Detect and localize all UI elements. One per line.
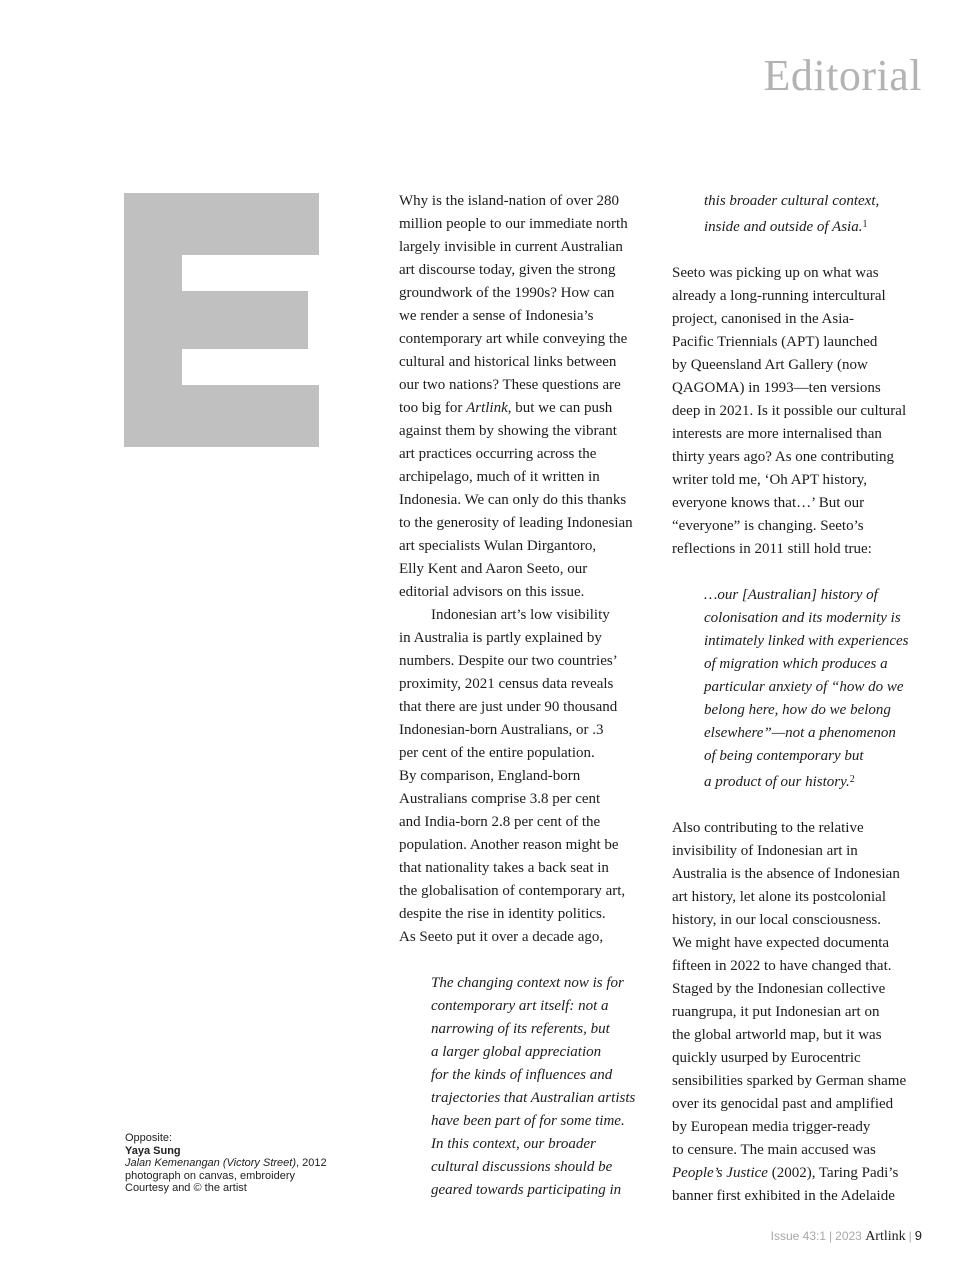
quote-line bbox=[704, 774, 855, 790]
text-line: population. Another reason might be bbox=[399, 837, 619, 853]
block-quote-1-continued bbox=[672, 190, 934, 239]
dropcap-e-shape bbox=[124, 193, 319, 447]
paragraph-1 bbox=[399, 190, 661, 604]
text-line: the globalisation of contemporary art, bbox=[399, 883, 626, 899]
page-number: 9 bbox=[914, 1228, 922, 1243]
caption-year: , 2012 bbox=[296, 1157, 327, 1170]
footer-issue: Issue 43:1 bbox=[770, 1229, 827, 1243]
text-line: Australia is the absence of Indonesian bbox=[672, 866, 900, 882]
text-line: interests are more internalised than bbox=[672, 426, 882, 442]
text-line: and India-born 2.8 per cent of the bbox=[399, 814, 601, 830]
quote-line: trajectories that Australian artists bbox=[431, 1090, 636, 1106]
text-line: that there are just under 90 thousand bbox=[399, 699, 618, 715]
text-line: against them by showing the vibrant bbox=[399, 423, 617, 439]
text-fragment: (2002), Taring Padi’s bbox=[767, 1165, 899, 1181]
quote-line: narrowing of its referents, but bbox=[431, 1021, 610, 1037]
text-line: per cent of the entire population. bbox=[399, 745, 595, 761]
text-line: to censure. The main accused was bbox=[672, 1142, 876, 1158]
text-line: numbers. Despite our two countries’ bbox=[399, 653, 618, 669]
text-line: art history, let alone its postcolonial bbox=[672, 889, 886, 905]
paragraph-4 bbox=[672, 817, 934, 1208]
spacer bbox=[672, 794, 934, 817]
text-line: history, in our local consciousness. bbox=[672, 912, 881, 928]
quote-line: a larger global appreciation bbox=[431, 1044, 602, 1060]
text-line: we render a sense of Indonesia’s bbox=[399, 308, 594, 324]
text-fragment: too big for bbox=[399, 400, 467, 416]
text-line: million people to our immediate north bbox=[399, 216, 628, 232]
footer-year: 2023 bbox=[835, 1229, 862, 1243]
text-line: Indonesian-born Australians, or .3 bbox=[399, 722, 604, 738]
text-line: that nationality takes a back seat in bbox=[399, 860, 609, 876]
quote-line: contemporary art itself: not a bbox=[431, 998, 609, 1014]
text-line: our two nations? These questions are bbox=[399, 377, 621, 393]
quote-line: have been part of for some time. bbox=[431, 1113, 625, 1129]
text-line: contemporary art while conveying the bbox=[399, 331, 628, 347]
text-line: ruangrupa, it put Indonesian art on bbox=[672, 1004, 880, 1020]
quote-line: The changing context now is for bbox=[431, 975, 624, 991]
caption-artist: Yaya Sung bbox=[125, 1144, 181, 1157]
text-line: largely invisible in current Australian bbox=[399, 239, 623, 255]
spacer bbox=[672, 239, 934, 262]
text-fragment: , but we can push bbox=[507, 400, 613, 416]
text-line: art discourse today, given the strong bbox=[399, 262, 616, 278]
footer-separator: | bbox=[829, 1229, 833, 1243]
block-quote-1 bbox=[399, 972, 661, 1202]
quote-line: of being contemporary but bbox=[704, 748, 864, 764]
caption-medium: photograph on canvas, embroidery bbox=[125, 1169, 295, 1182]
text-line: fifteen in 2022 to have changed that. bbox=[672, 958, 892, 974]
text-line: banner first exhibited in the Adelaide bbox=[672, 1188, 895, 1204]
text-line: groundwork of the 1990s? How can bbox=[399, 285, 615, 301]
text-line: in Australia is partly explained by bbox=[399, 630, 602, 646]
paragraph-2 bbox=[399, 604, 661, 949]
publication-name-italic: Artlink bbox=[466, 400, 508, 416]
section-title: Editorial bbox=[763, 51, 922, 100]
quote-line: of migration which produces a bbox=[704, 656, 888, 672]
image-caption bbox=[125, 1132, 355, 1195]
text-line: thirty years ago? As one contributing bbox=[672, 449, 895, 465]
text-line: writer told me, ‘Oh APT history, bbox=[672, 472, 867, 488]
text-line: art specialists Wulan Dirgantoro, bbox=[399, 538, 597, 554]
quote-line: intimately linked with experiences bbox=[704, 633, 909, 649]
text-line: by European media trigger-ready bbox=[672, 1119, 871, 1135]
text-line: QAGOMA) in 1993—ten versions bbox=[672, 380, 881, 396]
spacer bbox=[399, 949, 661, 972]
block-quote-2 bbox=[672, 584, 934, 794]
article-column-2 bbox=[672, 190, 934, 1208]
text-line: Elly Kent and Aaron Seeto, our bbox=[399, 561, 588, 577]
dropcap-letter-e bbox=[124, 193, 319, 447]
quote-line: …our [Australian] history of bbox=[704, 587, 878, 603]
text-line: quickly usurped by Eurocentric bbox=[672, 1050, 861, 1066]
paragraph-3 bbox=[672, 262, 934, 561]
quote-line: this broader cultural context, bbox=[704, 193, 880, 209]
quote-line: In this context, our broader bbox=[431, 1136, 596, 1152]
text-line: everyone knows that…’ But our bbox=[672, 495, 865, 511]
text-line: By comparison, England-born bbox=[399, 768, 581, 784]
text-line: Why is the island-nation of over 280 bbox=[399, 193, 619, 209]
quote-line: for the kinds of influences and bbox=[431, 1067, 613, 1083]
text-line: deep in 2021. Is it possible our cultural bbox=[672, 403, 907, 419]
article-column-1 bbox=[399, 190, 661, 1202]
text-line: reflections in 2011 still hold true: bbox=[672, 541, 872, 557]
caption-credit: Courtesy and © the artist bbox=[125, 1182, 247, 1195]
text-line: invisibility of Indonesian art in bbox=[672, 843, 858, 859]
text-line: cultural and historical links between bbox=[399, 354, 617, 370]
text-line: art practices occurring across the bbox=[399, 446, 597, 462]
artwork-title-italic: People’s Justice bbox=[672, 1165, 768, 1181]
text-line bbox=[672, 1165, 898, 1181]
spacer bbox=[672, 561, 934, 584]
footnote-marker-1: 1 bbox=[862, 219, 868, 230]
quote-line: cultural discussions should be bbox=[431, 1159, 613, 1175]
text-line: the global artworld map, but it was bbox=[672, 1027, 882, 1043]
quote-fragment: inside and outside of Asia. bbox=[704, 219, 863, 235]
text-line: sensibilities sparked by German shame bbox=[672, 1073, 907, 1089]
footer-separator: | bbox=[908, 1229, 912, 1243]
text-line: archipelago, much of it written in bbox=[399, 469, 600, 485]
quote-fragment: a product of our history. bbox=[704, 774, 850, 790]
page-footer bbox=[771, 1228, 922, 1245]
text-line: Staged by the Indonesian collective bbox=[672, 981, 886, 997]
text-line: despite the rise in identity politics. bbox=[399, 906, 606, 922]
footer-publication: Artlink bbox=[865, 1229, 906, 1244]
caption-work-title: Jalan Kemenangan (Victory Street) bbox=[125, 1157, 296, 1170]
quote-line: colonisation and its modernity is bbox=[704, 610, 901, 626]
caption-label: Opposite: bbox=[125, 1132, 173, 1144]
text-line: “everyone” is changing. Seeto’s bbox=[672, 518, 864, 534]
caption-work-line bbox=[125, 1157, 355, 1170]
text-line: Indonesian art’s low visibility bbox=[431, 607, 610, 623]
text-line: by Queensland Art Gallery (now bbox=[672, 357, 868, 373]
quote-line: elsewhere”—not a phenomenon bbox=[704, 725, 896, 741]
text-line bbox=[399, 400, 612, 416]
quote-line: geared towards participating in bbox=[431, 1182, 622, 1198]
text-line: Seeto was picking up on what was bbox=[672, 265, 879, 281]
text-line: Australians comprise 3.8 per cent bbox=[399, 791, 601, 807]
quote-line: particular anxiety of “how do we bbox=[704, 679, 904, 695]
quote-line bbox=[704, 219, 867, 235]
text-line: over its genocidal past and amplified bbox=[672, 1096, 894, 1112]
text-line: project, canonised in the Asia- bbox=[672, 311, 855, 327]
text-line: proximity, 2021 census data reveals bbox=[399, 676, 614, 692]
text-line: already a long-running intercultural bbox=[672, 288, 886, 304]
text-line: We might have expected documenta bbox=[672, 935, 890, 951]
text-line: to the generosity of leading Indonesian bbox=[399, 515, 633, 531]
text-line: Indonesia. We can only do this thanks bbox=[399, 492, 627, 508]
text-line: editorial advisors on this issue. bbox=[399, 584, 585, 600]
footnote-marker-2: 2 bbox=[849, 774, 855, 785]
text-line: As Seeto put it over a decade ago, bbox=[399, 929, 604, 945]
quote-line: belong here, how do we belong bbox=[704, 702, 891, 718]
text-line: Also contributing to the relative bbox=[672, 820, 864, 836]
text-line: Pacific Triennials (APT) launched bbox=[672, 334, 878, 350]
